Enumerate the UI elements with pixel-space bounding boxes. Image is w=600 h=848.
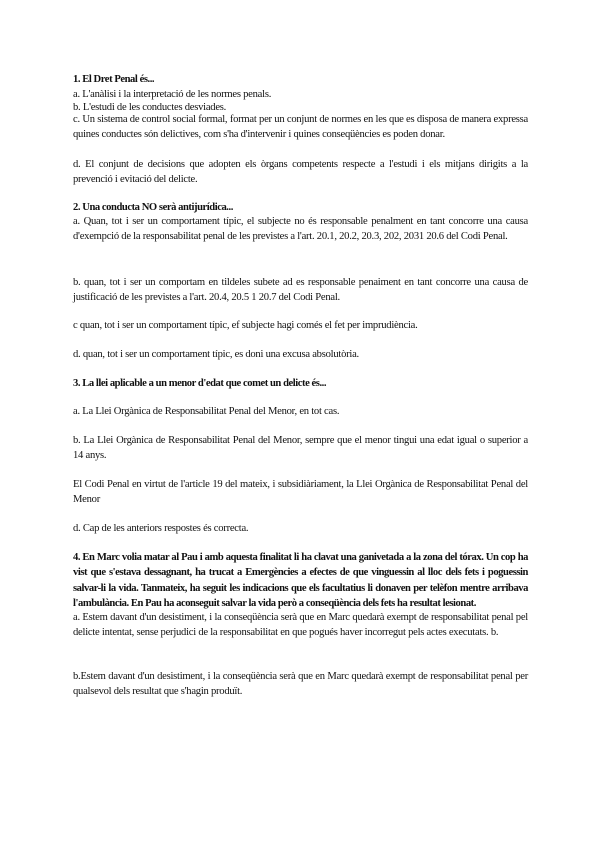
- question-4-option-a: a. Estem davant d'un desistiment, i la conseqüència serà que en Marc quedarà exempt de responsabilitat penal pel delicte intentat, sense perjudici de la responsabilitat en que pogués haver incorregut pels actes executats. b.: [73, 612, 528, 639]
- question-3-option-d: d. Cap de les anteriors respostes és correcta.: [73, 523, 249, 534]
- question-2-option-d: d. quan, tot i ser un comportament típic, es doni una excusa absolutòria.: [73, 349, 359, 360]
- question-3-heading: 3. La llei aplicable a un menor d'edat que comet un delicte és...: [73, 378, 327, 389]
- question-1-heading: 1. El Dret Penal és...: [73, 74, 155, 85]
- question-3-option-c: El Codi Penal en virtut de l'article 19 del mateix, i subsidiàriament, la Llei Orgànica de Responsabilitat Penal del Menor: [73, 479, 528, 506]
- question-1-option-b: b. L'estudi de les conductes desviades.: [73, 102, 227, 113]
- question-2-option-c: c quan, tot i ser un comportament típic, ef subjecte hagi comés el fet per imprudiència.: [73, 320, 418, 331]
- question-3-option-a: a. La Llei Orgànica de Responsabilitat Penal del Menor, en tot cas.: [73, 406, 340, 417]
- question-1-option-a: a. L'anàlisi i la interpretació de les normes penals.: [73, 89, 272, 100]
- question-2-heading: 2. Una conducta NO serà antijurídica...: [73, 202, 233, 213]
- question-3-option-b: b. La Llei Orgànica de Responsabilitat Penal del Menor, sempre que el menor tingui una edat igual o superior a 14 anys.: [73, 435, 528, 462]
- question-4-option-b: b.Estem davant d'un desistiment, i la conseqüència serà que en Marc quedarà exempt de responsabilitat penal per qualsevol dels resultat que s'hagin produït.: [73, 671, 528, 698]
- question-4-heading: 4. En Marc volia matar al Pau i amb aquesta finalitat li ha clavat una ganivetada a la zona del tórax. Un cop ha vist que s'estava dessagnant, ha trucat a Emergències a efectes de que vinguessin al lloc dels fets i poguessin salvar-li la vida. Tanmateix, ha seguit les indicacions que els facultatius li donaven per telèfon mentre arribava l'ambulància. En Pau ha aconseguit salvar la vida però a conseqüència dels fets ha resultat lesionat.: [73, 552, 528, 610]
- question-1-option-c: c. Un sistema de control social formal, format per un conjunt de normes en les que es disposa de manera expressa quines conductes són delictives, com s'ha d'intervenir i quines conseqüències es poden donar.: [73, 114, 528, 141]
- question-2-option-b: b. quan, tot i ser un comportam en tildeles subete ad es responsable penaiment en tant concorre una causa de justificació de les previstes a l'art. 20.4, 20.5 1 20.7 del Codi Penal.: [73, 277, 528, 304]
- question-2-option-a: a. Quan, tot i ser un comportament típic, el subjecte no és responsable penalment en tant concorre una causa d'exempció de la responsabilitat penal de les previstes a l'art. 20.1, 20.2, 20.3, 202, 2031 20.6 del Codi Penal.: [73, 216, 528, 243]
- question-1-option-d: d. El conjunt de decisions que adopten els òrgans competents respecte a l'estudi i els mitjans dirigits a la prevenció i evitació del delicte.: [73, 159, 528, 186]
